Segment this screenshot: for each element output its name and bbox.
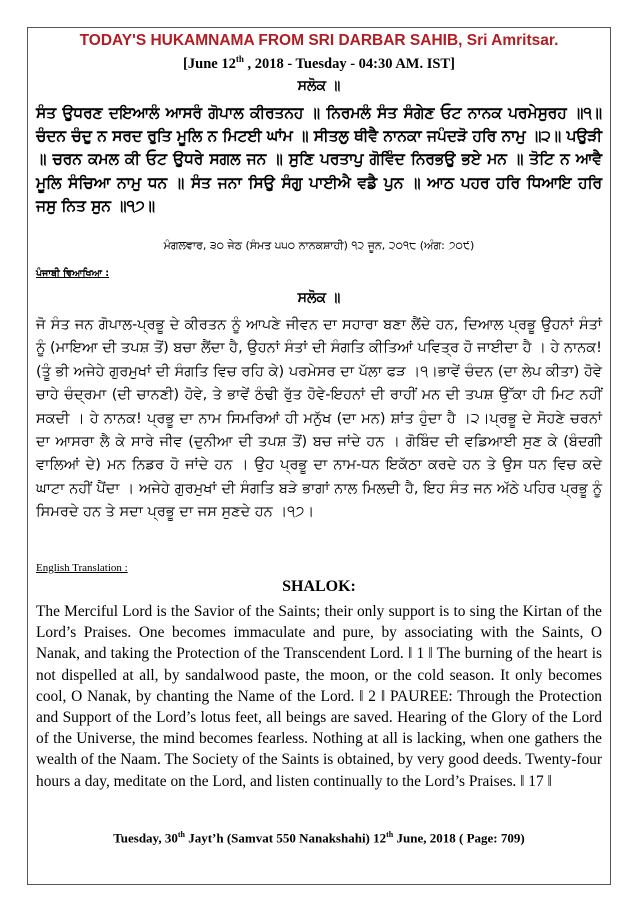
page-title: TODAY'S HUKAMNAMA FROM SRI DARBAR SAHIB, Sri Amritsar. bbox=[79, 32, 559, 49]
footer-sup-1: th bbox=[177, 830, 185, 839]
footer-part-2: Jayt’h (Samvat 550 Nanakshahi) 12 bbox=[184, 830, 387, 846]
verse-heading: ਸਲੋਕ ॥ bbox=[297, 78, 341, 94]
footer-sup-2: th bbox=[386, 830, 394, 839]
verse-date-page: ਮੰਗਲਵਾਰ, ੩੦ ਜੇਠ (ਸੰਮਤ ੫੫੦ ਨਾਨਕਸ਼ਾਹੀ) ੧੨ ਜੂਨ, ੨੦੧੮ (ਅੰਗ: ੭੦੯) bbox=[163, 239, 475, 252]
footer-date-line bbox=[28, 830, 610, 846]
date-prefix: [June 12 bbox=[183, 55, 236, 72]
english-translation-label: English Translation : bbox=[36, 562, 128, 574]
date-superscript: th bbox=[235, 54, 244, 64]
hukamnama-page bbox=[27, 27, 611, 885]
footer-part-1: Tuesday, 30 bbox=[113, 830, 178, 846]
punjabi-explanation: ਜੋ ਸੰਤ ਜਨ ਗੋਪਾਲ-ਪ੍ਰਭੂ ਦੇ ਕੀਰਤਨ ਨੂੰ ਆਪਣੇ ਜੀਵਨ ਦਾ ਸਹਾਰਾ ਬਣਾ ਲੈਂਦੇ ਹਨ, ਦਿਆਲ ਪ੍ਰਭੂ ਉਹਨਾਂ ਸੰਤਾਂ ਨੂੰ (ਮਾਇਆ ਦੀ ਤਪਸ਼ ਤੋਂ) ਬਚਾ ਲੈਂਦਾ ਹੈ, ਉਹਨਾਂ ਸੰਤਾਂ ਦੀ ਸੰਗਤਿ ਕੀਤਿਆਂ ਪਵਿਤ੍ਰ ਹੋ ਜਾਈਦਾ ਹੈ । ਹੇ ਨਾਨਕ! (ਤੂੰ ਭੀ ਅਜੇਹੇ ਗੁਰਮੁਖਾਂ ਦੀ ਸੰਗਤਿ ਵਿਚ ਰਹਿ ਕੇ) ਪਰਮੇਸਰ ਦਾ ਪੱਲਾ ਫੜ ।੧।ਭਾਵੇਂ ਚੰਦਨ (ਦਾ ਲੇਪ ਕੀਤਾ) ਹੋਵੇ ਚਾਹੇ ਚੰਦ੍ਰਮਾ (ਦੀ ਚਾਨਣੀ) ਹੋਵੇ, ਤੇ ਭਾਵੇਂ ਠੰਢੀ ਰੁੱਤ ਹੋਵੇ-ਇਹਨਾਂ ਦੀ ਰਾਹੀਂ ਮਨ ਦੀ ਤਪਸ਼ ਉੱਕਾ ਹੀ ਮਿਟ ਨਹੀਂ ਸਕਦੀ । ਹੇ ਨਾਨਕ! ਪ੍ਰਭੂ ਦਾ ਨਾਮ ਸਿਮਰਿਆਂ ਹੀ ਮਨੁੱਖ (ਦਾ ਮਨ) ਸ਼ਾਂਤ ਹੁੰਦਾ ਹੈ ।੨।ਪ੍ਰਭੂ ਦੇ ਸੋਹਣੇ ਚਰਨਾਂ ਦਾ ਆਸਰਾ ਲੈ ਕੇ ਸਾਰੇ ਜੀਵ (ਦੁਨੀਆ ਦੀ ਤਪਸ਼ ਤੋਂ) ਬਚ ਜਾਂਦੇ ਹਨ । ਗੋਬਿੰਦ ਦੀ ਵਡਿਆਈ ਸੁਣ ਕੇ (ਬੰਦਗੀ ਵਾਲਿਆਂ ਦੇ) ਮਨ ਨਿਡਰ ਹੋ ਜਾਂਦੇ ਹਨ । ਉਹ ਪ੍ਰਭੂ ਦਾ ਨਾਮ-ਧਨ ਇਕੱਠਾ ਕਰਦੇ ਹਨ ਤੇ ਉਸ ਧਨ ਵਿਚ ਕਦੇ ਘਾਟਾ ਨਹੀਂ ਪੈਂਦਾ । ਅਜੇਹੇ ਗੁਰਮੁਖਾਂ ਦੀ ਸੰਗਤਿ ਬੜੇ ਭਾਗਾਂ ਨਾਲ ਮਿਲਦੀ ਹੈ, ਇਹ ਸੰਤ ਜਨ ਅੱਠੇ ਪਹਿਰ ਪ੍ਰਭੂ ਨੂੰ ਸਿਮਰਦੇ ਹਨ ਤੇ ਸਦਾ ਪ੍ਰਭੂ ਦਾ ਜਸ ਸੁਣਦੇ ਹਨ ।੧੭। bbox=[36, 317, 602, 521]
punjabi-label-text: ਪੰਜਾਬੀ ਵਿਆਖਿਆ : bbox=[36, 268, 110, 279]
punjabi-explanation-label bbox=[36, 268, 109, 279]
english-translation: The Merciful Lord is the Savior of the Saints; their only support is to sing the Kirtan of the Lord’s Praises. One becomes immaculate and pure, by associating with the Saints, O Nanak, and taking the Protection of the Transcendent Lord. ‖ 1 ‖ The burning of the heart is not dispelled at all, by sandalwood paste, the moon, or the cold season. It only becomes cool, O Nanak, by chanting the Name of the Lord. ‖ 2 ‖ PAUREE: Through the Protection and Support of the Lord’s lotus feet, all beings are saved. Hearing of the Glory of the Lord of the Universe, the mind becomes fearless. Nothing at all is lacking, when one gathers the wealth of the Naam. The Society of the Saints is obtained, by very good deeds. Twenty-four hours a day, meditate on the Lord, and listen continually to the Lord’s Praises. ‖ 17 ‖ bbox=[36, 603, 602, 790]
footer-part-3: June, 2018 ( Page: 709) bbox=[393, 830, 525, 846]
date-line bbox=[28, 54, 610, 73]
english-heading: SHALOK: bbox=[282, 578, 356, 595]
gurbani-verse: ਸੰਤ ਉਧਰਣ ਦਇਆਲੰ ਆਸਰੰ ਗੋਪਾਲ ਕੀਰਤਨਹ ॥ ਨਿਰਮਲੰ ਸੰਤ ਸੰਗੇਣ ਓਟ ਨਾਨਕ ਪਰਮੇਸੁਰਹ ॥੧॥ ਚੰਦਨ ਚੰਦੁ ਨ ਸਰਦ ਰੁਤਿ ਮੂਲਿ ਨ ਮਿਟਈ ਘਾਂਮ ॥ ਸੀਤਲੁ ਥੀਵੈ ਨਾਨਕਾ ਜਪੰਦੜੋ ਹਰਿ ਨਾਮੁ ॥੨॥ ਪਉੜੀ ॥ ਚਰਨ ਕਮਲ ਕੀ ਓਟ ਉਧਰੇ ਸਗਲ ਜਨ ॥ ਸੁਣਿ ਪਰਤਾਪੁ ਗੋਵਿੰਦ ਨਿਰਭਉ ਭਏ ਮਨ ॥ ਤੋਟਿ ਨ ਆਵੈ ਮੂਲਿ ਸੰਚਿਆ ਨਾਮੁ ਧਨ ॥ ਸੰਤ ਜਨਾ ਸਿਉ ਸੰਗੁ ਪਾਈਐ ਵਡੈ ਪੁਨ ॥ ਆਠ ਪਹਰ ਹਰਿ ਧਿਆਇ ਹਰਿ ਜਸੁ ਨਿਤ ਸੁਨ ॥੧੭॥ bbox=[36, 104, 602, 215]
punjabi-heading: ਸਲੋਕ ॥ bbox=[297, 290, 341, 306]
date-suffix: , 2018 - Tuesday - 04:30 AM. IST] bbox=[243, 55, 455, 72]
